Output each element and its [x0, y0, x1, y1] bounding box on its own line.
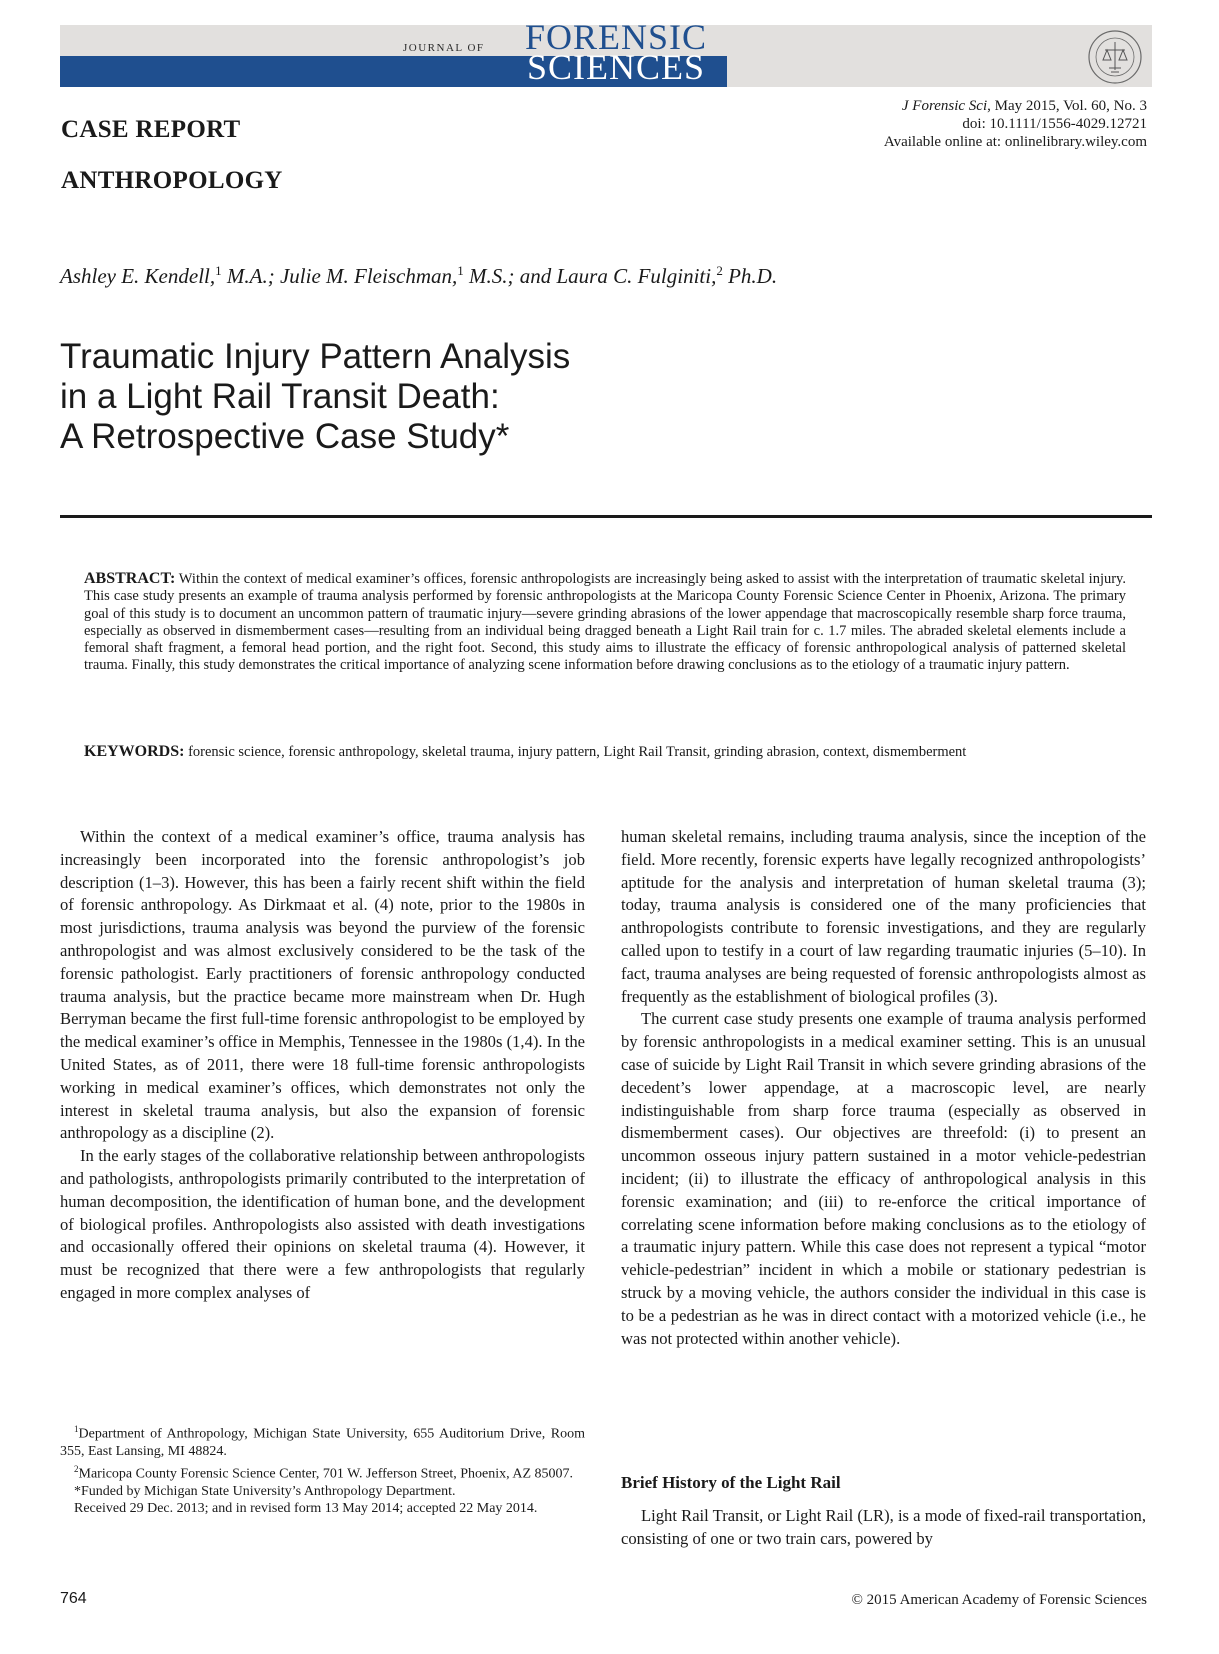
keywords-label: KEYWORDS:	[84, 743, 185, 760]
title-line-1: Traumatic Injury Pattern Analysis	[60, 337, 571, 376]
footnotes	[60, 1421, 585, 1518]
author-3-name: Laura C. Fulginiti,	[556, 264, 717, 288]
footnote-2-text: Maricopa County Forensic Science Center, 701 W. Jefferson Street, Phoenix, AZ 85007.	[78, 1466, 574, 1482]
abstract-text: Within the context of medical examiner’s offices, forensic anthropologists are increasingly being asked to assist with the interpretation of traumatic skeletal injury. This case study presents an example of trauma analysis performed by forensic anthropologists at the Maricopa County Forensic Science Center in Phoenix, Arizona. The primary goal of this study is to document an uncommon pattern of traumatic injury—severe grinding abrasions of the lower appendage that macroscopically resemble sharp force trauma, especially as observed in dismemberment cases—resulting from an individual being dragged beneath a Light Rail train for c. 1.7 miles. The abraded skeletal elements include a femoral shaft fragment, a femoral head portion, and the right foot. Second, this study aims to illustrate the efficacy of forensic anthropological analysis of patterned skeletal trauma. Finally, this study demonstrates the critical importance of analyzing scene information before drawing conclusions as to the etiology of a traumatic injury pattern.	[84, 571, 1126, 674]
author-1-degree: M.A.;	[221, 264, 280, 288]
author-2-degree: M.S.; and	[463, 264, 557, 288]
paragraph: Light Rail Transit, or Light Rail (LR), is a mode of fixed-rail transportation, consisting of one or two train cars, powered by	[621, 1506, 1146, 1548]
paragraph: The current case study presents one example of trauma analysis performed by forensic anthropologists in a medical examiner setting. This is an unusual case of suicide by Light Rail Transit in which severe grinding abrasions of the decedent’s lower appendage, at a macroscopic level, are nearly indistinguishable from sharp force trauma (especially as observed in dismemberment cases). Our objectives are threefold: (i) to present an uncommon osseous injury pattern sustained in a motor vehicle-pedestrian incident; (ii) to illustrate the efficacy of anthropological analysis in this forensic examination; and (iii) to re-enforce the critical importance of correlating scene information before making conclusions as to the etiology of a traumatic injury pattern. While this case does not represent a typical “motor vehicle-pedestrian” incident in which a mobile or stationary pedestrian is struck by a moving vehicle, the authors consider the individual in this case is to be a pedestrian as he was in direct contact with a motorized vehicle (i.e., he was not protected within another vehicle).	[621, 1009, 1146, 1348]
body-column-right-continued	[621, 1505, 1146, 1551]
author-2-name: Julie M. Fleischman,	[279, 264, 458, 288]
author-line	[60, 263, 777, 289]
title-line-3: A Retrospective Case Study*	[60, 417, 510, 456]
citation-doi: doi: 10.1111/1556-4029.12721	[962, 116, 1147, 132]
footnote-1-text: Department of Anthropology, Michigan State University, 655 Auditorium Drive, Room 355, East Lansing, MI 48824.	[60, 1426, 585, 1460]
journal-logo-line1: FORENSIC	[524, 17, 708, 57]
footnote-2	[60, 1461, 585, 1483]
paragraph: human skeletal remains, including trauma analysis, since the inception of the field. More recently, forensic experts have legally recognized anthropologists’ aptitude for the analysis and interpretation of human skeletal trauma (3); today, trauma analysis is considered one of the many proficiencies that anthropologists contribute to forensic investigations, and they are regularly called upon to testify in a court of law regarding traumatic injuries (5–10). In fact, trauma analyses are being requested of forensic anthropologists almost as frequently as the establishment of biological profiles (3).	[621, 827, 1146, 1006]
abstract-label: ABSTRACT:	[84, 570, 176, 587]
author-1-affil: 1	[215, 263, 222, 278]
footnote-received: Received 29 Dec. 2013; and in revised form 13 May 2014; accepted 22 May 2014.	[74, 1501, 538, 1517]
keywords	[84, 743, 1126, 761]
author-3-affil: 2	[716, 263, 723, 278]
citation-block	[884, 97, 1147, 151]
footnote-1-marker: 1	[74, 1424, 79, 1434]
aafs-seal-icon	[1085, 28, 1145, 86]
footnote-1	[60, 1421, 585, 1461]
footnote-2-marker: 2	[74, 1463, 79, 1474]
body-column-left	[60, 826, 585, 1305]
journal-of-label: JOURNAL OF	[403, 42, 485, 54]
citation-journal-line	[884, 97, 1147, 115]
copyright: © 2015 American Academy of Forensic Sciences	[851, 1592, 1147, 1608]
title-divider	[60, 515, 1152, 518]
footnote-funding: *Funded by Michigan State University’s Anthropology Department.	[74, 1483, 456, 1499]
paragraph: In the early stages of the collaborative relationship between anthropologists and pathologists, anthropologists primarily contributed to the interpretation of human decomposition, the identification of human bone, and the development of biological profiles. Anthropologists also assisted with death investigations and occasionally offered their opinions on skeletal trauma (4). However, it must be recognized that there were a few anthropologists that regularly engaged in more complex analyses of	[60, 1146, 585, 1302]
section-heading: Brief History of the Light Rail	[621, 1473, 841, 1492]
journal-issue: , May 2015, Vol. 60, No. 3	[987, 98, 1147, 114]
author-2-affil: 1	[457, 263, 464, 278]
article-title	[60, 337, 680, 457]
author-3-degree: Ph.D.	[722, 264, 778, 288]
author-1-name: Ashley E. Kendell,	[60, 264, 216, 288]
journal-logo-line2: SCIENCES	[526, 47, 706, 87]
subsection-label: ANTHROPOLOGY	[61, 167, 283, 194]
body-column-right	[621, 826, 1146, 1350]
page-number: 764	[60, 1590, 87, 1607]
citation-online: Available online at: onlinelibrary.wiley.com	[883, 134, 1147, 150]
journal-logo	[506, 17, 726, 87]
keywords-text: forensic science, forensic anthropology, skeletal trauma, injury pattern, Light Rail Transit, grinding abrasion, context, dismemberment	[184, 744, 967, 760]
journal-abbrev: J Forensic Sci	[901, 98, 988, 114]
paragraph: Within the context of a medical examiner’s office, trauma analysis has increasingly been incorporated into the forensic anthropologist’s job description (1–3). However, this has been a fairly recent shift within the field of forensic anthropology. As Dirkmaat et al. (4) note, prior to the 1980s in most jurisdictions, trauma analysis was beyond the purview of the forensic anthropologist and was almost exclusively considered to be the task of the forensic pathologist. Early practitioners of forensic anthropology conducted trauma analysis, but the practice became more mainstream when Dr. Hugh Berryman became the first full-time forensic anthropologist to be employed by the medical examiner’s office in Memphis, Tennessee in the 1980s (1,4). In the United States, as of 2011, there were 18 full-time forensic anthropologists working in medical examiner’s offices, which demonstrates not only the interest in skeletal trauma analysis, but also the expansion of forensic anthropology as a discipline (2).	[60, 827, 585, 1143]
section-label: CASE REPORT	[61, 116, 241, 143]
abstract	[84, 570, 1126, 675]
title-line-2: in a Light Rail Transit Death:	[60, 377, 500, 416]
